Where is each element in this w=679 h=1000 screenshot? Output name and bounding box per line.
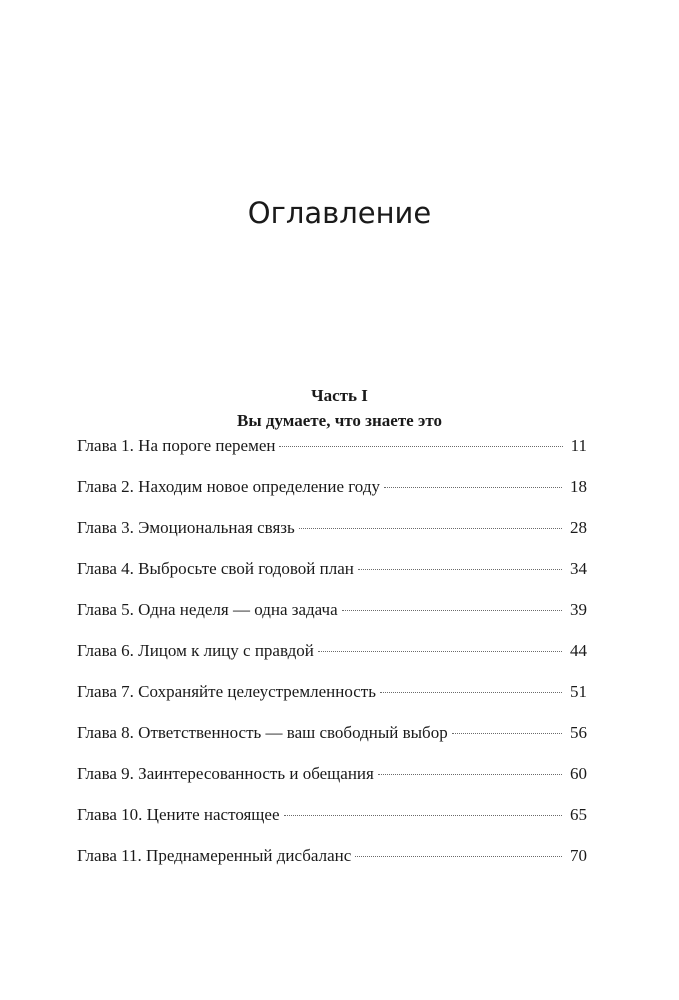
- page-title: Оглавление: [247, 196, 432, 230]
- toc-entry-label: Глава 4. Выбросьте свой годовой план: [77, 559, 354, 578]
- dot-leader: [318, 651, 562, 652]
- dot-leader: [284, 815, 563, 816]
- table-of-contents: [77, 434, 587, 885]
- toc-entry[interactable]: [77, 598, 587, 639]
- toc-entry-page: 44: [570, 641, 587, 660]
- toc-entry-label: Глава 1. На пороге перемен: [77, 436, 276, 455]
- toc-entry-page: 28: [570, 518, 587, 537]
- dot-leader: [358, 569, 562, 570]
- part-number: Часть I: [311, 386, 368, 405]
- dot-leader: [384, 487, 562, 488]
- toc-entry-label: Глава 3. Эмоциональная связь: [77, 518, 295, 537]
- toc-entry-page: 18: [570, 477, 587, 496]
- toc-entry[interactable]: [77, 516, 587, 557]
- toc-entry-page: 51: [570, 682, 587, 701]
- dot-leader: [342, 610, 562, 611]
- toc-entry[interactable]: [77, 557, 587, 598]
- toc-entry[interactable]: [77, 680, 587, 721]
- toc-entry-label: Глава 9. Заинтересованность и обещания: [77, 764, 374, 783]
- toc-entry-label: Глава 7. Сохраняйте целеустремленность: [77, 682, 376, 701]
- toc-entry-label: Глава 10. Цените настоящее: [77, 805, 280, 824]
- dot-leader: [299, 528, 562, 529]
- toc-entry[interactable]: [77, 434, 587, 475]
- toc-entry-page: 70: [570, 846, 587, 865]
- toc-entry[interactable]: [77, 803, 587, 844]
- toc-entry-page: 34: [570, 559, 587, 578]
- dot-leader: [452, 733, 562, 734]
- toc-entry-page: 60: [570, 764, 587, 783]
- toc-entry-label: Глава 8. Ответственность — ваш свободный выбор: [77, 723, 448, 742]
- dot-leader: [378, 774, 562, 775]
- toc-entry-label: Глава 5. Одна неделя — одна задача: [77, 600, 338, 619]
- toc-entry[interactable]: [77, 844, 587, 885]
- toc-entry[interactable]: [77, 762, 587, 803]
- toc-entry-page: 65: [570, 805, 587, 824]
- toc-entry[interactable]: [77, 639, 587, 680]
- dot-leader: [279, 446, 562, 447]
- part-name: Вы думаете, что знаете это: [237, 411, 442, 430]
- toc-entry-page: 11: [570, 436, 587, 455]
- toc-entry[interactable]: [77, 475, 587, 516]
- toc-entry-label: Глава 11. Преднамеренный дисбаланс: [77, 846, 352, 865]
- toc-entry-page: 39: [570, 600, 587, 619]
- toc-entry-page: 56: [570, 723, 587, 742]
- dot-leader: [380, 692, 562, 693]
- dot-leader: [355, 856, 562, 857]
- toc-entry[interactable]: [77, 721, 587, 762]
- toc-entry-label: Глава 6. Лицом к лицу с правдой: [77, 641, 314, 660]
- toc-entry-label: Глава 2. Находим новое определение году: [77, 477, 380, 496]
